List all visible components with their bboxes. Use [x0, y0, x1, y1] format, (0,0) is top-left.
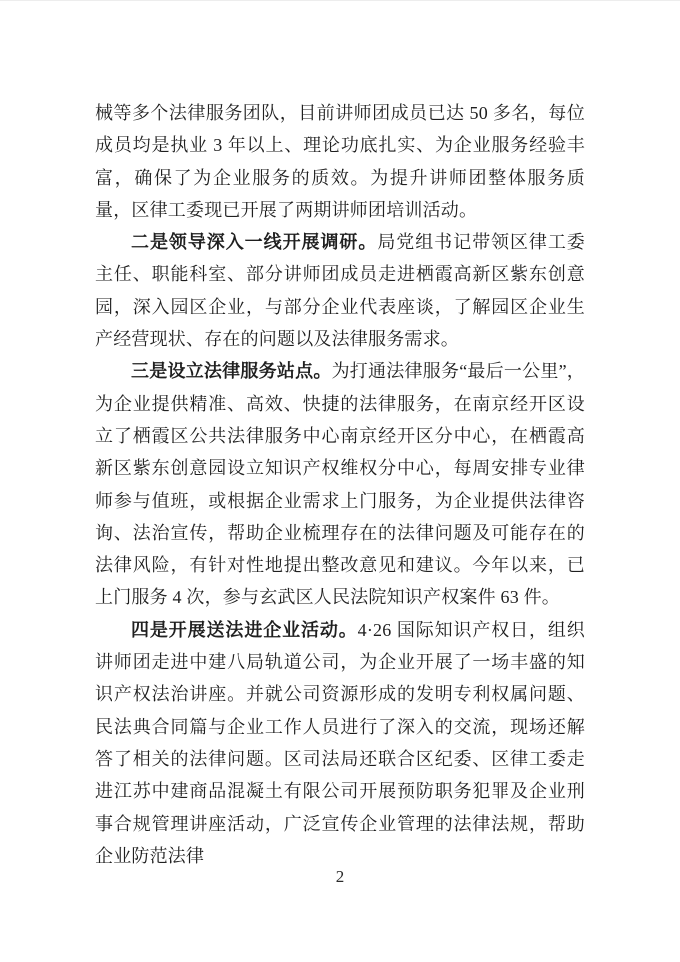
paragraph-lead: 四是开展送法进企业活动。: [131, 619, 358, 640]
paragraph-point-two: [95, 226, 585, 355]
paragraph-text: 局党组书记带领区律工委主任、职能科室、部分讲师团成员走进栖霞高新区紫东创意园，深入园区企业，与部分企业代表座谈，了解园区企业生产经营现状、存在的问题以及法律服务需求。: [95, 232, 585, 350]
paragraph-text: 械等多个法律服务团队，目前讲师团成员已达 50 多名，每位成员均是执业 3 年以上、理论功底扎实、为企业服务经验丰富，确保了为企业服务的质效。为提升讲师团整体服务质量，区律工委现已开展了两期讲师团培训活动。: [95, 103, 585, 220]
paragraph-lead: 二是领导深入一线开展调研。: [131, 232, 378, 253]
page-body-text: [95, 97, 585, 872]
paragraph-text: 为打通法律服务“最后一公里”，为企业提供精准、高效、快捷的法律服务，在南京经开区设立了栖霞区公共法律服务中心南京经开区分中心，在栖霞高新区紫东创意园设立知识产权维权分中心，每周安排专业律师参与值班，或根据企业需求上门服务，为企业提供法律咨询、法治宣传，帮助企业梳理存在的法律问题及可能存在的法律风险，有针对性地提出整改意见和建议。今年以来，已上门服务 4 次，参与玄武区人民法院知识产权案件 63 件。: [95, 361, 585, 608]
page-number: 2: [335, 867, 345, 886]
paragraph-lead: 三是设立法律服务站点。: [131, 361, 332, 382]
paragraph-text: 4·26 国际知识产权日，组织讲师团走进中建八局轨道公司，为企业开展了一场丰盛的知识产权法治讲座。并就公司资源形成的发明专利权属问题、民法典合同篇与企业工作人员进行了深入的交流，现场还解答了相关的法律问题。区司法局还联合区纪委、区律工委走进江苏中建商品混凝土有限公司开展预防职务犯罪及企业刑事合规管理讲座活动，广泛宣传企业管理的法律法规，帮助企业防范法律: [95, 619, 585, 866]
paragraph-point-three: [95, 355, 585, 613]
paragraph-continuation: [95, 97, 585, 226]
paragraph-point-four: [95, 614, 585, 872]
